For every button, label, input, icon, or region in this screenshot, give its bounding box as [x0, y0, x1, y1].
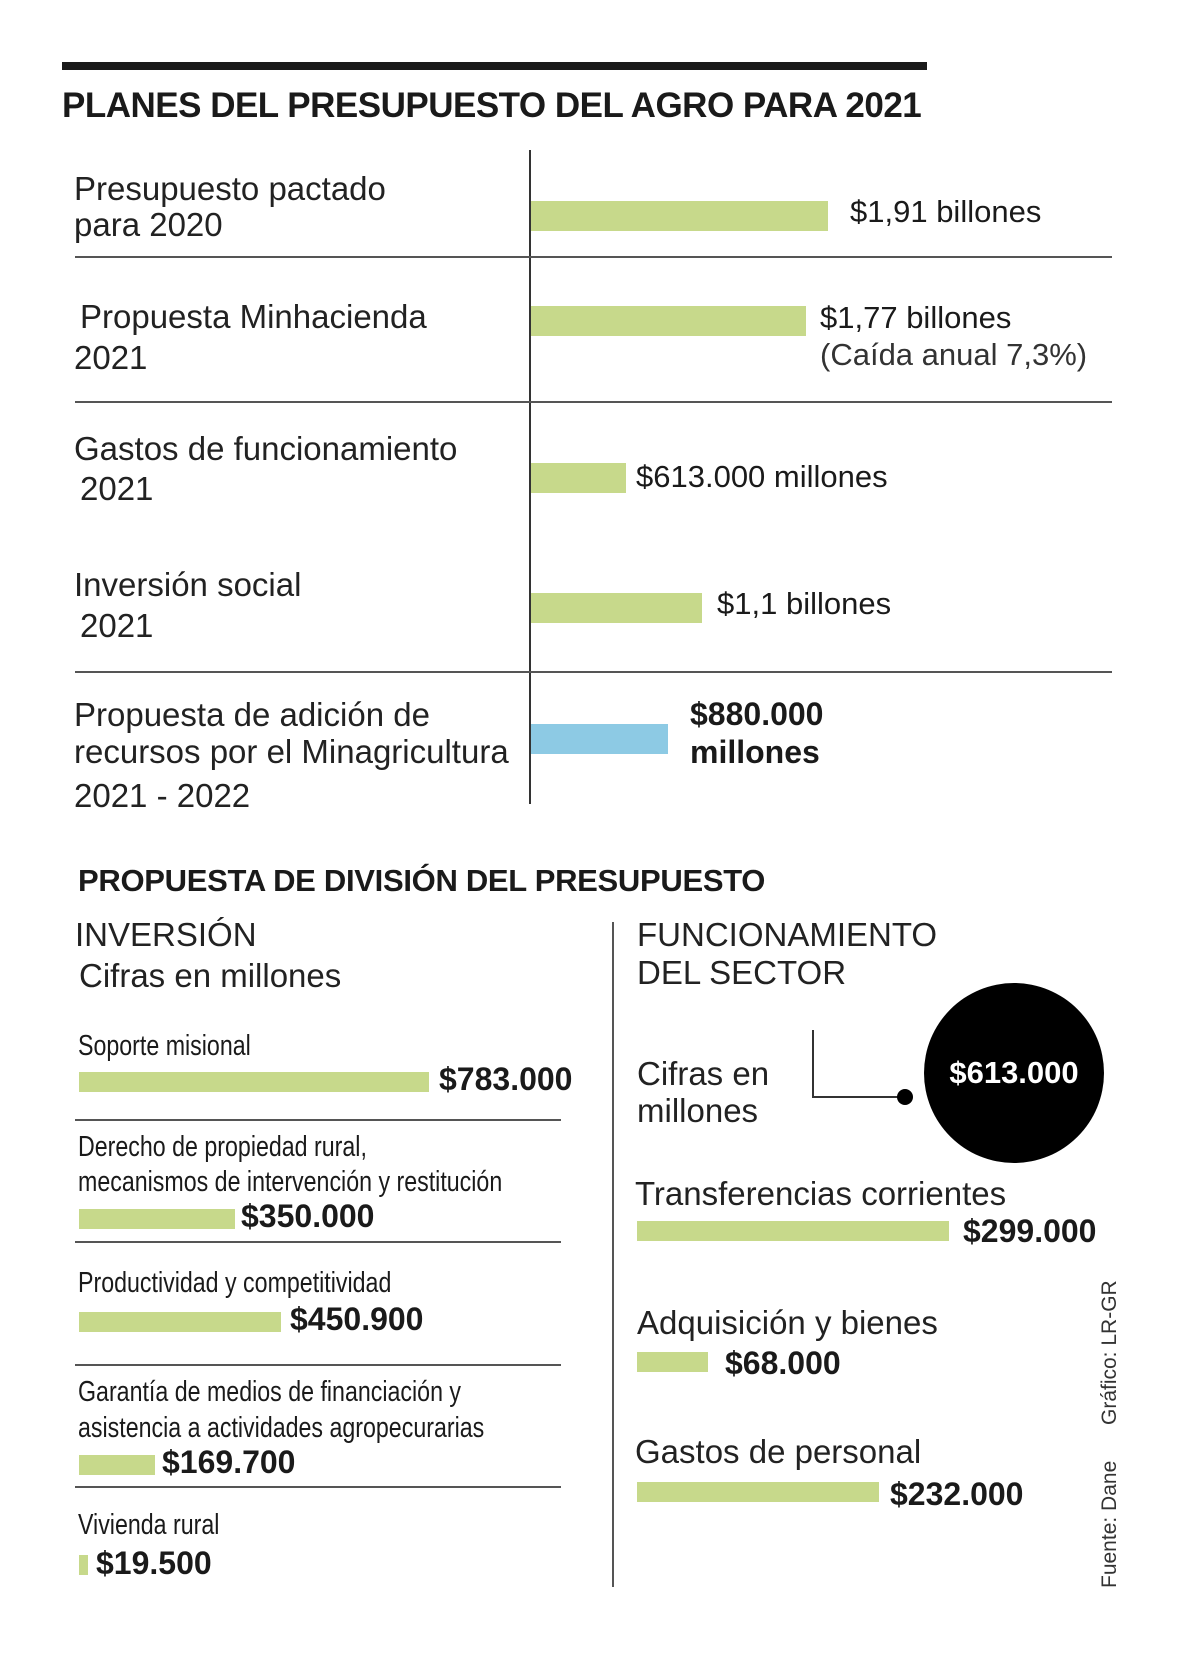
row-divider: [75, 1364, 561, 1366]
row-divider: [75, 1241, 561, 1243]
plan-label: 2021: [80, 470, 154, 507]
inversion-label: Vivienda rural: [78, 1509, 220, 1541]
value-label: $613.000 millones: [636, 459, 888, 494]
value-label: $19.500: [96, 1545, 212, 1581]
value-label: $350.000: [241, 1198, 375, 1234]
plan-label: Gastos de funcionamiento: [74, 430, 458, 467]
funcionamiento-label: Gastos de personal: [635, 1433, 922, 1470]
plan-label: Propuesta Minhacienda: [80, 298, 427, 335]
funcionamiento-heading: DEL SECTOR: [637, 954, 847, 991]
value-label: $1,91 billones: [850, 194, 1042, 229]
plan-label: Presupuesto pactado: [74, 170, 386, 207]
bar-soporte-misional: [79, 1072, 429, 1092]
plan-label: para 2020: [74, 206, 223, 243]
inversion-label: Soporte misional: [78, 1030, 251, 1062]
connector-line: [812, 1096, 904, 1098]
inversion-heading: INVERSIÓN: [75, 916, 257, 953]
inversion-label: asistencia a actividades agropecurarias: [78, 1412, 485, 1444]
bar-propiedad-rural: [79, 1209, 235, 1229]
column-divider: [612, 922, 614, 1587]
bar-transferencias: [637, 1221, 949, 1241]
funcionamiento-units: millones: [637, 1092, 759, 1129]
row-divider: [75, 1486, 561, 1488]
bar-inversion-social: [531, 593, 702, 623]
plan-label: 2021: [74, 339, 148, 376]
value-label: $1,1 billones: [717, 586, 892, 621]
title-rule: [62, 62, 927, 70]
inversion-label: Garantía de medios de financiación y: [78, 1376, 462, 1408]
bar-presupuesto-2020: [531, 201, 828, 231]
row-divider: [75, 401, 1112, 403]
funcionamiento-label: Transferencias corrientes: [635, 1175, 1007, 1212]
value-label: $68.000: [725, 1345, 841, 1381]
bar-gastos-personal: [637, 1482, 879, 1502]
inversion-label: Productividad y competitividad: [78, 1267, 392, 1299]
funcionamiento-label: Adquisición y bienes: [637, 1304, 938, 1341]
bar-productividad: [79, 1312, 281, 1332]
value-label: $232.000: [890, 1476, 1024, 1512]
bar-vivienda-rural: [79, 1555, 88, 1575]
row-divider: [75, 671, 1112, 673]
credit-fuente: Fuente: Dane: [1098, 1460, 1121, 1588]
connector-dot: [897, 1089, 913, 1105]
inversion-units: Cifras en millones: [79, 957, 342, 994]
total-circle: $613.000: [924, 983, 1104, 1163]
bar-propuesta-minhacienda: [531, 306, 806, 336]
credit-grafico: Gráfico: LR-GR: [1098, 1280, 1121, 1425]
bar-gastos-funcionamiento: [531, 463, 626, 493]
inversion-label: mecanismos de intervención y restitución: [78, 1166, 503, 1198]
main-title: PLANES DEL PRESUPUESTO DEL AGRO PARA 2021: [62, 86, 922, 125]
plan-label: 2021: [80, 607, 154, 644]
value-label: $783.000: [439, 1061, 573, 1097]
value-label: $169.700: [162, 1444, 296, 1480]
funcionamiento-heading: FUNCIONAMIENTO: [637, 916, 938, 953]
bar-financiacion: [79, 1455, 155, 1475]
section-title: PROPUESTA DE DIVISIÓN DEL PRESUPUESTO: [78, 863, 766, 898]
bar-adicion-minagricultura: [531, 724, 668, 754]
plan-label: Inversión social: [74, 566, 302, 603]
value-label: $299.000: [963, 1213, 1097, 1249]
bar-adquisicion: [637, 1352, 708, 1372]
row-divider: [75, 256, 1112, 258]
plan-label: recursos por el Minagricultura: [74, 733, 509, 770]
value-label: millones: [690, 734, 820, 770]
value-label: $1,77 billones: [820, 300, 1012, 335]
connector-line: [812, 1030, 814, 1097]
plan-label: 2021 - 2022: [74, 777, 251, 814]
inversion-label: Derecho de propiedad rural,: [78, 1131, 367, 1163]
value-label: $880.000: [690, 696, 824, 732]
row-divider: [75, 1119, 561, 1121]
plan-label: Propuesta de adición de: [74, 696, 430, 733]
value-label: $450.900: [290, 1301, 424, 1337]
value-note: (Caída anual 7,3%): [820, 337, 1088, 372]
funcionamiento-units: Cifras en: [637, 1055, 770, 1092]
